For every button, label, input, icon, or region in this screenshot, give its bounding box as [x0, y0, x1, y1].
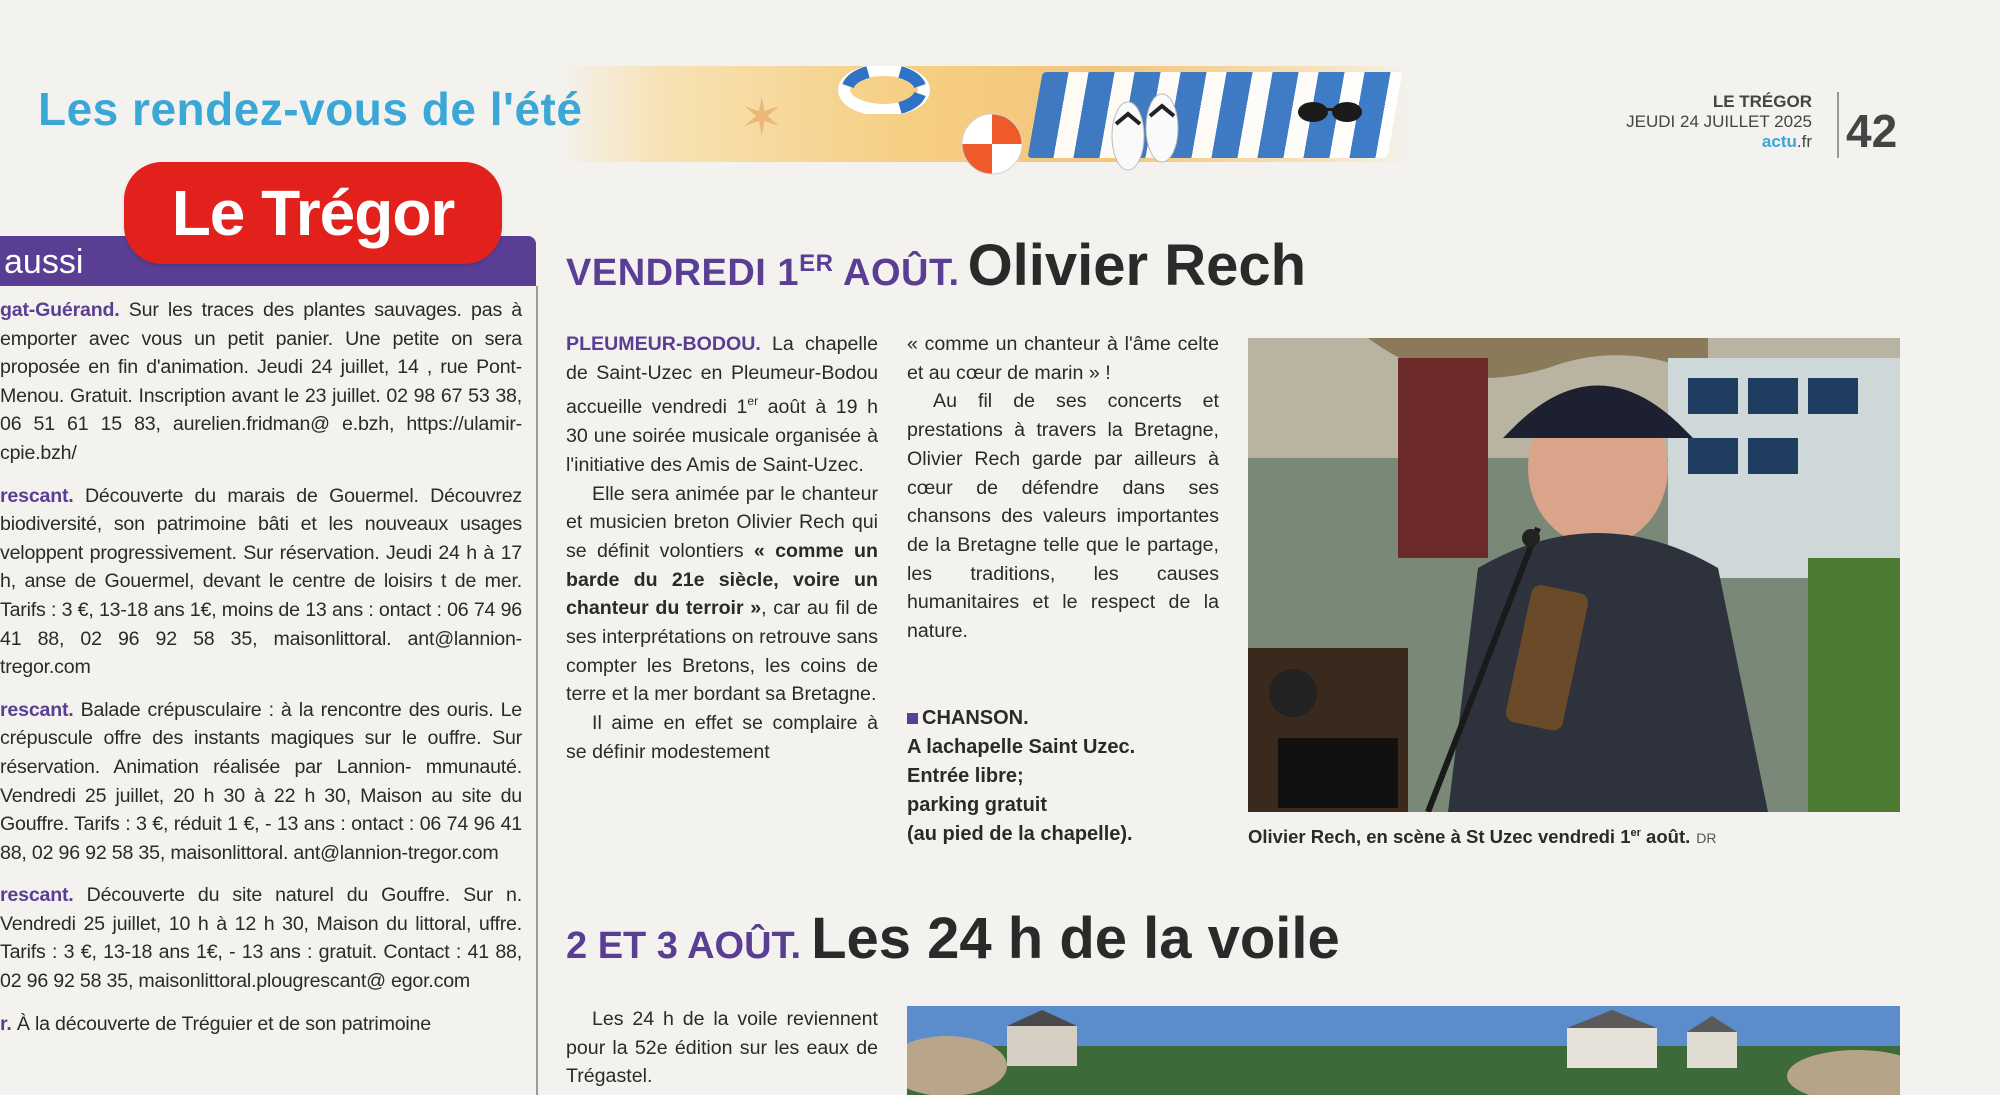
flip-flops-icon — [1100, 86, 1190, 176]
list-item — [0, 482, 522, 682]
column-divider — [536, 286, 538, 1095]
event-infobox — [907, 704, 1219, 849]
caption-text: Olivier Rech, en scène à St Uzec vendredi 1 — [1248, 826, 1631, 847]
paragraph — [566, 330, 878, 480]
paragraph: Au fil de ses concerts et prestations à travers la Bretagne, Olivier Rech garde par ailleurs à cœur de défendre dans ses chansons des valeurs importantes de la Bretagne telle que le partage, les traditions, les causes humanitaires et le respect de la nature. — [907, 390, 1219, 643]
listing-text: À la découverte de Tréguier et de son patrimoine — [11, 1012, 431, 1035]
list-item — [0, 1010, 522, 1039]
article-column-1 — [566, 1005, 878, 1091]
listing-place: rescant. — [0, 698, 74, 721]
list-item — [0, 881, 522, 995]
masthead-site: actu — [1761, 132, 1797, 151]
article-column-1 — [566, 330, 878, 767]
article-column-2 — [907, 330, 1219, 646]
text: août à 19 h 30 une soirée musicale organisée à l'initiative des Amis de Saint-Uzec. — [566, 396, 879, 476]
listing-text: Sur les traces des plantes sauvages. pas à emporter avec vous un petit panier. Une petite on sera proposée en fin d'animation. Jeudi 24 juillet, 14 , rue Pont-Menou. Gratuit. Inscription avant le 23 juillet. 02 98 67 53 38, 06 51 61 15 83, aurelien.fridman@ e.bzh, https://ulamir-cpie.bzh/ — [0, 299, 522, 464]
text: Elle sera animée par le chanteur et musicien breton Olivier Rech qui se définit volontiers — [566, 482, 878, 562]
list-item — [0, 296, 522, 468]
info-line: A lachapelle Saint Uzec. — [907, 736, 1136, 758]
photo-credit: DR — [1696, 830, 1717, 846]
article-date — [566, 252, 960, 294]
lifebuoy-icon — [838, 66, 930, 114]
date-suffix: AOÛT. — [833, 252, 960, 294]
article-date: 2 ET 3 AOÛT. — [566, 925, 802, 967]
header-divider — [1837, 92, 1839, 158]
info-line: Entrée libre; — [907, 765, 1024, 787]
listing-place: gat-Guérand. — [0, 299, 120, 321]
sidebar-listings — [0, 296, 522, 1052]
listing-place: rescant. — [0, 884, 74, 907]
bullet-square-icon — [907, 713, 918, 724]
photo-tregastel-coast — [907, 1006, 1900, 1095]
paragraph: Les 24 h de la voile reviennent pour la 52e édition sur les eaux de Trégastel. — [566, 1008, 878, 1088]
date-prefix: VENDREDI 1 — [566, 252, 800, 294]
caption-text: août. — [1640, 826, 1691, 847]
listing-text: Découverte du marais de Gouermel. Découvrez biodiversité, son patrimoine bâti et les nouveaux usages veloppent progressivement. Sur réservation. Jeudi 24 h à 17 h, anse de Gouermel, devant le centre de loisirs t de mer. Tarifs : 3 €, 13-18 ans 1€, moins de 13 ans : ontact : 06 74 96 41 88, 02 96 92 58 35, maisonlittoral. ant@lannion-tregor.com — [0, 484, 522, 679]
list-item — [0, 696, 522, 868]
info-line: (au pied de la chapelle). — [907, 823, 1133, 845]
info-line: parking gratuit — [907, 794, 1048, 816]
article-title: Olivier Rech — [967, 233, 1307, 298]
date-superscript: ER — [799, 250, 834, 277]
text: , car au fil de ses interprétations on retrouve sans compter les Bretons, les coins de terre et la mer bordant sa Bretagne. — [566, 597, 878, 706]
masthead-date: JEUDI 24 JUILLET 2025 — [1626, 112, 1812, 131]
text: La chapelle de Saint-Uzec en Pleumeur-Bodou accueille vendredi 1 — [566, 333, 878, 419]
superscript: er — [747, 394, 759, 409]
caption-superscript: er — [1630, 827, 1641, 839]
article-title: Les 24 h de la voile — [811, 906, 1340, 971]
listing-text: Découverte du site naturel du Gouffre. Sur n. Vendredi 25 juillet, 10 h à 12 h 30, Maison du littoral, uffre. Tarifs : 3 €, 13-18 ans 1€, - 13 ans : gratuit. Contact : 41 88, 02 96 92 58 35, maisonlittoral.plougrescant@ egor.com — [0, 884, 522, 993]
masthead — [1626, 92, 1812, 152]
city-badge: Le Trégor — [124, 162, 502, 264]
masthead-site-suffix: .fr — [1796, 132, 1812, 151]
dateline: PLEUMEUR-BODOU. — [566, 333, 761, 355]
paragraph — [566, 480, 878, 710]
sidebar-header: aussi — [0, 236, 536, 286]
listing-place: r. — [0, 1012, 12, 1035]
photo-caption — [1248, 826, 1717, 848]
info-category: CHANSON. — [922, 707, 1029, 729]
listing-text: Balade crépusculaire : à la rencontre des ouris. Le crépuscule offre des instants magiques sur le ouffre. Sur réservation. Animation réalisée par Lannion- mmunauté. Vendredi 25 juillet, 20 h 30 à 22 h 30, Maison au site du Gouffre. Tarifs : 3 €, réduit 1 €, - 13 ans : ontact : 06 74 96 41 88, 02 96 92 58 35, maisonlittoral. ant@lannion-tregor.com — [0, 698, 522, 864]
page-number: 42 — [1846, 105, 1898, 157]
quote: « comme un barde du 21e siècle, voire un chanteur du terroir » — [566, 539, 878, 620]
sunglasses-icon — [1295, 98, 1365, 124]
listing-place: rescant. — [0, 484, 74, 507]
masthead-brand: LE TRÉGOR — [1712, 92, 1812, 111]
paragraph: Il aime en effet se complaire à se définir modestement — [566, 712, 878, 763]
article-headline — [566, 905, 1340, 972]
article-headline — [566, 232, 1306, 299]
starfish-icon: ✶ — [740, 89, 784, 147]
section-title: Les rendez-vous de l'été — [38, 83, 583, 135]
page-edge-fade — [1900, 160, 2000, 1095]
beach-ball-icon — [960, 112, 1024, 176]
photo-olivier-rech — [1248, 338, 1900, 812]
paragraph: « comme un chanteur à l'âme celte et au cœur de marin » ! — [907, 333, 1219, 384]
